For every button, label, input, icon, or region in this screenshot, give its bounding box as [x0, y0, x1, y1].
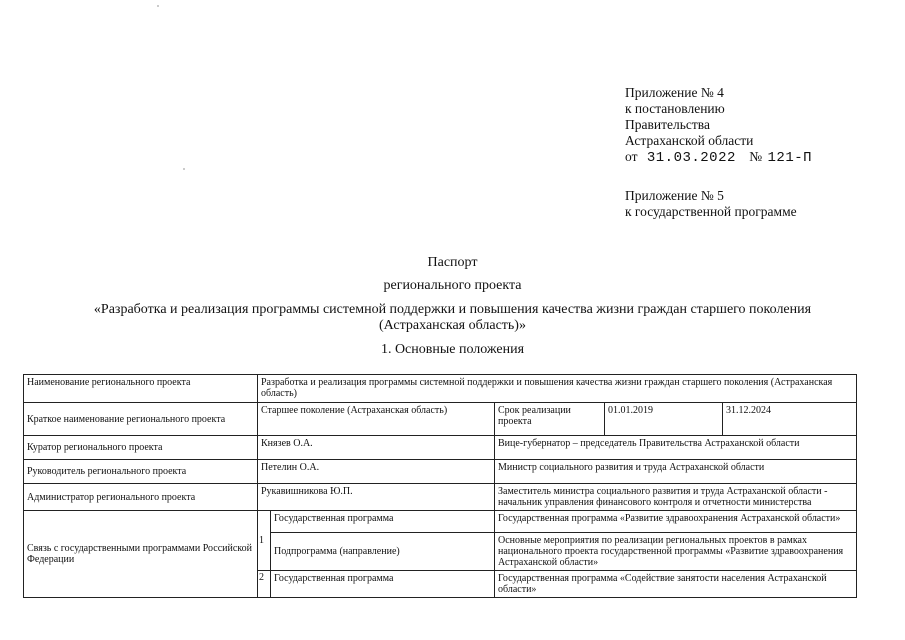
curator-name: Князев О.А.: [258, 436, 495, 460]
subprogram-value: Основные мероприятия по реализации региональных проектов в рамках национального проекта государственной программы «Развитие здравоохранения Астраханской области»: [495, 533, 857, 571]
resolution-date: 31.03.2022: [646, 150, 736, 166]
head-position: Министр социального развития и труда Астраханской области: [495, 460, 857, 484]
subprogram-type: Подпрограмма (направление): [271, 533, 495, 571]
project-name-text: «Разработка и реализация программы системной поддержки и повышения качества жизни граждан старшего поколения (Астраханская область)»: [93, 302, 812, 333]
table-row: [24, 484, 857, 511]
attachment-4-line: к постановлению: [625, 101, 725, 116]
number-sign: №: [749, 149, 763, 164]
scan-speck: [183, 168, 185, 170]
program-value: Государственная программа «Развитие здравоохранения Астраханской области»: [495, 511, 857, 533]
attachment-5-line: Приложение № 5: [625, 188, 724, 203]
term-label: Срок реализации проекта: [495, 403, 605, 436]
passport-table: [23, 374, 857, 598]
table-row: [24, 511, 857, 533]
attachment-4-date-line: [625, 149, 812, 166]
passport-title: Паспорт: [427, 255, 478, 270]
section-heading: 1. Основные положения: [380, 342, 525, 357]
program-value: Государственная программа «Содействие занятости населения Астраханской области»: [495, 571, 857, 598]
table-row: [24, 460, 857, 484]
row-label: Руководитель регионального проекта: [24, 460, 258, 484]
passport-subtitle: регионального проекта: [383, 278, 522, 293]
program-number: 1: [258, 511, 271, 571]
curator-position: Вице-губернатор – председатель Правительства Астраханской области: [495, 436, 857, 460]
head-name: Петелин О.А.: [258, 460, 495, 484]
start-date: 01.01.2019: [605, 403, 723, 436]
row-label: Наименование регионального проекта: [24, 375, 258, 403]
date-prefix: от: [625, 149, 638, 164]
admin-position: Заместитель министра социального развития и труда Астраханской области - начальник управления финансового контроля и отчетности министерства: [495, 484, 857, 511]
attachment-4-line: Приложение № 4: [625, 85, 724, 100]
program-type: Государственная программа: [271, 511, 495, 533]
project-name: [0, 302, 905, 334]
attachment-4-line: Астраханской области: [625, 133, 754, 148]
program-type: Государственная программа: [271, 571, 495, 598]
row-label: Связь с государственными программами Российской Федерации: [24, 511, 258, 598]
program-number: 2: [258, 571, 271, 598]
resolution-number: 121-П: [767, 150, 813, 166]
table-row: [24, 375, 857, 403]
row-value: Разработка и реализация программы системной поддержки и повышения качества жизни граждан старшего поколения (Астраханская область): [258, 375, 857, 403]
attachment-5-header: [625, 188, 797, 220]
row-value: Старшее поколение (Астраханская область): [258, 403, 495, 436]
end-date: 31.12.2024: [723, 403, 857, 436]
attachment-4-header: [625, 85, 812, 166]
table-row: [24, 436, 857, 460]
scan-speck: [157, 5, 159, 7]
attachment-4-line: Правительства: [625, 117, 710, 132]
admin-name: Рукавишникова Ю.П.: [258, 484, 495, 511]
row-label: Администратор регионального проекта: [24, 484, 258, 511]
table-row: [24, 403, 857, 436]
attachment-5-line: к государственной программе: [625, 204, 797, 219]
row-label: Куратор регионального проекта: [24, 436, 258, 460]
row-label: Краткое наименование регионального проекта: [24, 403, 258, 436]
